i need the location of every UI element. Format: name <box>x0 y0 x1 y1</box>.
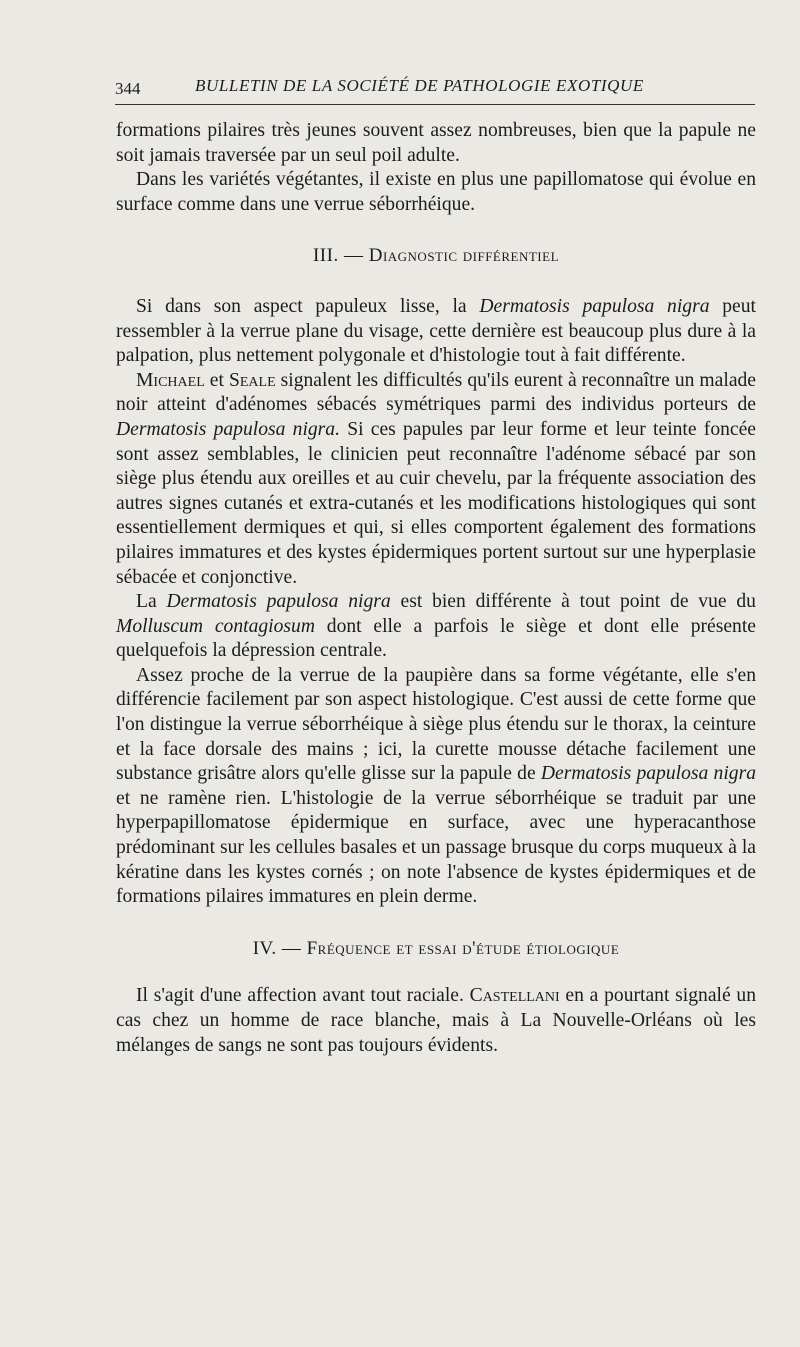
author-name: Michael <box>136 369 205 391</box>
paragraph-verrue-paupiere: Assez proche de la verrue de la paupière dans sa forme végétante, elle s'en différencie facilement par son aspect histologique. C'est aussi de cette forme que l'on distingue la verrue séborrhéique à siège plus étendu sur le thorax, la ceinture et la face dorsale des mains ; ici, la curette mousse détache facilement une substance grisâtre alors qu'elle glisse sur la papule de Dermatosis papulosa nigra et ne ramène rien. L'histologie de la verrue séborrhéique se traduit par une hyperpapillomatose épidermique en surface, avec une hyperacanthose prédominant sur les cellules basales et un passage brusque du corps muqueux à la kératine dans les kystes cornés ; on note l'absence de kystes épidermiques et de formations pilaires immatures en plein derme. <box>116 664 756 908</box>
term-italic: Dermatosis papulosa nigra <box>540 763 756 785</box>
paragraph-continuation: formations pilaires très jeunes souvent assez nombreuses, bien que la papule ne soit jamais traversée par un seul poil adulte. <box>116 120 756 166</box>
section-heading-diagnostic <box>116 244 756 269</box>
term-italic: Dermatosis papulosa nigra. <box>116 418 340 440</box>
author-name: Castellani <box>469 985 560 1007</box>
page-number: 344 <box>115 79 141 98</box>
header-rule <box>115 104 755 105</box>
section-title: Fréquence et essai d'étude étiologique <box>306 937 620 959</box>
paragraph-raciale: Il s'agit d'une affection avant tout raciale. Castellani en a pourtant signalé un cas chez un homme de race blanche, mais à La Nouvelle-Orléans où les mélanges de sangs ne sont pas toujours évidents. <box>116 985 756 1056</box>
paragraph-verrue-plane: Si dans son aspect papuleux lisse, la Dermatosis papulosa nigra peut ressembler à la verrue plane du visage, cette dernière est beaucoup plus dure à la palpation, plus nettement polygonale et d'histologie tout à fait différente. <box>116 295 756 367</box>
page-header <box>115 74 755 100</box>
paragraph-molluscum: La Dermatosis papulosa nigra est bien différente à tout point de vue du Molluscum contagiosum dont elle a parfois le siège et dont elle présente quelquefois la dépression centrale. <box>116 591 756 662</box>
term-italic: Dermatosis papulosa nigra <box>166 591 391 613</box>
section-number: III. — <box>312 245 364 267</box>
term-italic: Molluscum contagiosum <box>116 615 315 637</box>
paragraph-adenome: Michael et Seale signalent les difficultés qu'ils eurent à reconnaître un malade noir atteint d'adénomes sébacés symétriques parmi des individus porteurs de Dermatosis papulosa nigra. Si ces papules par leur forme et leur teinte foncée sont assez semblables, le clinicien peut reconnaître l'adénome sébacé par son siège plus étendu aux oreilles et au cuir chevelu, par la fréquente association des autres signes cutanés et extra-cutanés et les modifications histologiques qui sont essentiellement dermiques et qui, si elles comportent également des formations pilaires immatures et des kystes épidermiques portent surtout sur une hyperplasie sébacée et conjonctive. <box>116 369 757 588</box>
section-title: Diagnostic différentiel <box>368 245 560 267</box>
term-italic: Dermatosis papulosa nigra <box>479 295 710 317</box>
author-name: Seale <box>228 369 276 391</box>
running-title: BULLETIN DE LA SOCIÉTÉ DE PATHOLOGIE EXOTIQUE <box>195 76 644 95</box>
paragraph-vegetantes: Dans les variétés végétantes, il existe en plus une papillomatose qui évolue en surface comme dans une verrue séborrhéique. <box>116 169 756 215</box>
section-number: IV. — <box>252 937 302 959</box>
article-body <box>116 119 756 1058</box>
section-heading-frequence <box>116 937 756 962</box>
